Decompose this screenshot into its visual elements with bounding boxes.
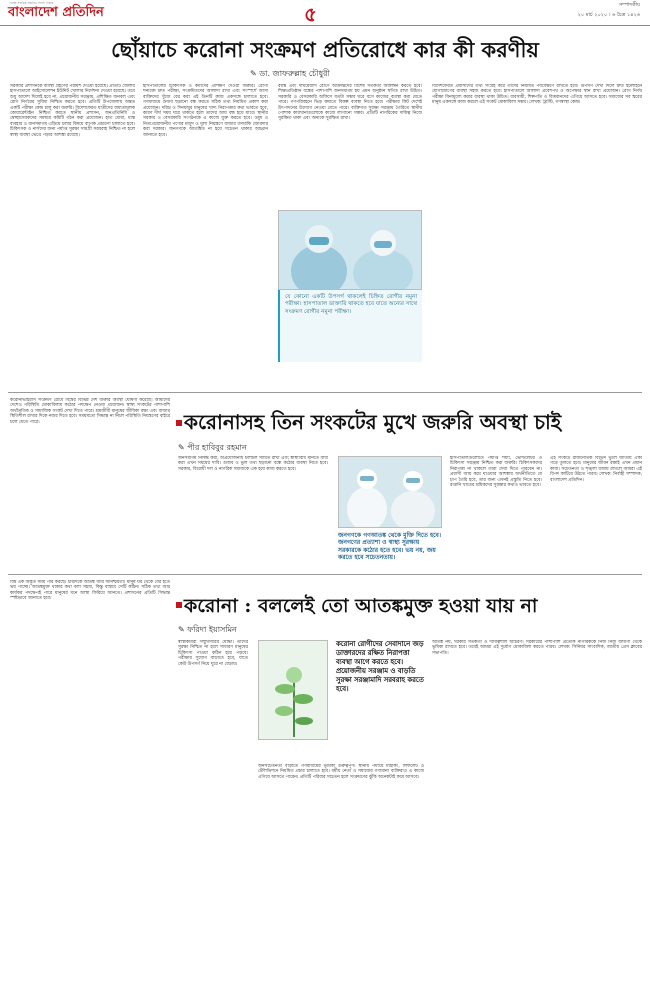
- article2-columns-a: [178, 456, 328, 568]
- masthead: [0, 0, 650, 26]
- article3-photo: [258, 640, 328, 740]
- article2-pullquote: জনগণকে গণআতঙ্ক থেকে মুক্তি দিতে হবে। জনগণের প্রত্যাশা ও স্বাস্থ্য সুরক্ষায় সরকারকে কঠোর হতে হবে। ভয় নয়, জয় করতে হবে সচেতনতায়।: [338, 532, 442, 562]
- article2-author: পীর হাবিবুর রহমান: [187, 443, 247, 452]
- article3-left-column: [10, 580, 170, 976]
- pen-icon: ✎: [178, 625, 188, 634]
- article3-header: [176, 590, 642, 620]
- article2-col1: করোনাভাইরাস সংক্রমণ রোধে বিশ্বের বিভিন্ন দেশ জরুরি অবস্থা ঘোষণা করেছে। আমাদের দেশেও পরিস্থিতি মোকাবিলায় কঠোর পদক্ষেপ নেওয়া প্রয়োজন। স্বাস্থ্য সংকটের পাশাপাশি অর্থনৈতিক ও সামাজিক সংকট দেখা দিতে পারে। শ্রমজীবী মানুষের জীবিকা রক্ষা এবং বাজার স্থিতিশীল রাখার দিকে নজর দিতে হবে। সময়মতো সিদ্ধান্ত না নিলে পরিস্থিতি নিয়ন্ত্রণের বাইরে চলে যেতে পারে।: [10, 398, 170, 425]
- article2-headline: করোনাসহ তিন সংকটের মুখে জরুরি অবস্থা চাই: [184, 410, 562, 434]
- article1-author: ডা. জাফরুল্লাহ চৌধুরী: [259, 69, 330, 78]
- article2-col4: এই সংকটে রাজনৈতিক বিভেদ ভুলে জাতীয় ঐক্য গড়ে তুলতে হবে। মানুষের জীবন রক্ষাই এখন প্রধান কাজ। সচেতনতা ও শৃঙ্খলা বজায় রাখলে আমরা এই বিপদ কাটিয়ে উঠতে পারব। লেখক: নির্বাহী সম্পাদক, বাংলাদেশ প্রতিদিন।: [550, 456, 642, 483]
- article2-header: [176, 403, 642, 439]
- issue-date: ২০ মার্চ ২০২০ । ৬ চৈত্র ১৪২৬: [577, 12, 640, 18]
- article3-author: ফরিদা ইয়াসমিন: [187, 625, 237, 634]
- article1-col2: হাসপাতালের চিকিৎসক ও কর্মীদের প্রশিক্ষণ দেওয়া জরুরি। রোগী শনাক্তে দ্রুত পরীক্ষা, সংক্রমিতদের আলাদা রাখা এবং সংস্পর্শে আসা ব্যক্তিদের খুঁজে বের করা এই তিনটি কাজ একসঙ্গে চালাতে হবে। গণমাধ্যমে গুজব ছড়ানো বন্ধ করতে সঠিক তথ্য নিয়মিত প্রকাশ করা প্রয়োজন। দরিদ্র ও দিনমজুর মানুষের খাদ্য নিরাপত্তার কথা ভাবতে হবে, কারণ দীর্ঘ সময় ঘরে থাকতে হলে তাদের আয় বন্ধ হয়ে যাবে। স্থানীয় সরকার ও বেসরকারি সংগঠনকে এ কাজে যুক্ত করতে হবে। ওষুধ ও নিত্যপ্রয়োজনীয় পণ্যের মজুদ ও মূল্য নিয়ন্ত্রণে বাজার তদারকি জোরদার করা দরকার। জনগণকে আতঙ্কিত না হয়ে সচেতন থাকার আহ্বান জানাতে হবে।: [143, 84, 268, 138]
- article3-headline: করোনা : বললেই তো আতঙ্কমুক্ত হওয়া যায় না: [184, 595, 538, 617]
- article2-photo: [338, 456, 442, 528]
- medical-staff-illustration: [279, 211, 422, 290]
- article1-col4: বিদেশফেরত প্রবাসীদের তথ্য সংগ্রহ করে তাদের নিয়মিত পর্যবেক্ষণে রাখতে হবে। উপসর্গ দেখা দিলে দ্রুত হটলাইনে যোগাযোগের ব্যবস্থা সহজ করতে হবে। হাসপাতালে আলাদা প্রবেশপথ ও অপেক্ষার স্থান রাখা প্রয়োজন। রোগ নির্ণয় পরীক্ষা বিনামূল্যে করার ব্যবস্থা থাকা উচিত। ব্যবসায়ী, শিল্পপতি ও বিত্তবানদের এগিয়ে আসতে হবে। সমাজের সব স্তরের মানুষ একসঙ্গে কাজ করলে এই সংকট মোকাবিলা সম্ভব। লেখক: ট্রাস্টি, গণস্বাস্থ্য কেন্দ্র।: [432, 84, 642, 106]
- article1-pullquote: যে কোনো একটি উপসর্গ থাকলেই চিহ্নিত রোগীর নমুনা পরীক্ষা। হাসপাতাল ডাক্তারি থাকতে হবে যাতে অন্যের সাথে সংক্রমণ রোগীর নমুনা পরীক্ষা।: [278, 290, 422, 362]
- article3-col4: আতঙ্ক নয়, দরকার সতর্কতা ও দায়িত্বশীল আচরণ। সরকারের পাশাপাশি প্রত্যেক নাগরিককে নিজ নিজ জায়গা থেকে ভূমিকা রাখতে হবে। তবেই আমরা এই দুর্যোগ মোকাবিলা করতে পারব। লেখক: সিনিয়র সাংবাদিক, জাতীয় প্রেস ক্লাবের সভাপতি।: [432, 640, 642, 656]
- article3-columns-b: [258, 764, 424, 976]
- article1-photo: [278, 210, 422, 290]
- article3-pullquote: করোনা রোগীদের সেবাদানে জড় ডাক্তারদের রক্ষিত নিরাপত্তা ব্যবস্থা আগে করতে হবে। প্রয়োজনীয় সরঞ্জাম ও বাড়তি সুরক্ষা সরঞ্জামাদি সরবরাহ করতে হবে।: [336, 640, 424, 693]
- article3-byline: [178, 624, 237, 637]
- section-name: সম্পাদকীয়: [618, 2, 640, 8]
- article3-columns-a: [178, 640, 248, 976]
- article2-columns-b: [450, 456, 642, 568]
- article1-col3-cont: [278, 364, 422, 388]
- accent-bar: [176, 420, 182, 426]
- page-number: ৫: [304, 2, 317, 26]
- article3-col1: বিশ্ব এক অদ্ভুত সময় পার করছে। চারদিকে আতঙ্ক আর অনিশ্চয়তা। মানুষ ঘর থেকে বের হতে ভয় পাচ্ছে। আতঙ্কমুক্ত থাকার কথা বলা সহজ, কিন্তু বাস্তবে সেটি কঠিন। সঠিক তথ্য আর কার্যকর পদক্ষেপই পারে মানুষের মনে আস্থা ফিরিয়ে আনতে। প্রশাসনের প্রতিটি সিদ্ধান্ত স্পষ্টভাবে জানাতে হবে।: [10, 580, 170, 602]
- article1-columns-mid-bottom: [278, 364, 422, 388]
- article2-col3: হাসপাতালগুলোতে পর্যাপ্ত শয্যা, ভেন্টিলেটর ও চিকিৎসা সরঞ্জাম নিশ্চিত করা জরুরি। চিকিৎসকদের নিরাপত্তা না থাকলে তারা সেবা দিতে পারবেন না। প্রবাসী আয় কমে যাওয়ার আশঙ্কায় অর্থনীতিতে যে চাপ তৈরি হবে, তার জন্য এখনই প্রস্তুতি নিতে হবে। রপ্তানি খাতের শ্রমিকদের সুরক্ষার কথাও ভাবতে হবে।: [450, 456, 542, 489]
- article1-columns-right: [432, 84, 642, 384]
- plant-illustration: [259, 641, 328, 740]
- pen-icon: ✎: [178, 443, 188, 452]
- article2-left-column: [10, 398, 170, 568]
- article2-byline: [178, 442, 247, 455]
- article1-columns-mid: [278, 84, 422, 208]
- article2-col2: জনসমাগম নিষিদ্ধ করা, অপ্রয়োজনীয় চলাচল সীমিত রাখা এবং স্বাস্থ্যবিধি মানতে বাধ্য করা এখন সময়ের দাবি। গুজব ও ভুল তথ্য ছড়ানো বন্ধে কঠোর ব্যবস্থা নিতে হবে। সরকার, বিরোধী দল ও নাগরিক সমাজকে এক হয়ে কাজ করতে হবে।: [178, 456, 328, 472]
- divider-1: [8, 392, 642, 393]
- article3-col2: স্বাস্থ্যকর্মীরা সম্মুখসারির যোদ্ধা। তাদের সুরক্ষা নিশ্চিত না হলে সাধারণ মানুষের চিকিৎসা পাওয়া কঠিন হয়ে পড়বে। পরীক্ষার সুযোগ বাড়াতে হবে, যাতে কেউ উপসর্গ নিয়ে ঘুরে না বেড়ায়।: [178, 640, 248, 667]
- protective-suits-illustration: [339, 457, 442, 528]
- divider-2: [8, 574, 642, 575]
- article1-col1: সরকারি প্রশাসনকে ব্যবস্থা গ্রহণের পরামর্শ দেওয়া হয়েছে। প্রতিটি জেলায় হাসপাতালে আইসোলেশন ইউনিট খোলার নির্দেশনা দেওয়া হয়েছে। তবে শুধু আদেশ দিলেই হবে না, প্রয়োজনীয় সরঞ্জাম, প্রশিক্ষিত জনবল এবং রোগ নির্ণয়ের সুবিধা নিশ্চিত করতে হবে। প্রতিটি উপজেলায় অন্তত একটি পরীক্ষা কেন্দ্র চালু করা জরুরি। বিদেশফেরত যাত্রীদের বাধ্যতামূলক কোয়ারেন্টাইন নিশ্চিত করতে স্থানীয় প্রশাসন, জনপ্রতিনিধি ও স্বেচ্ছাসেবকদের সমন্বয়ে কমিটি গঠন করা প্রয়োজন। হাত ধোয়া, মাস্ক ব্যবহার ও জনসমাগম এড়িয়ে চলার বিষয়ে ব্যাপক প্রচারণা চালাতে হবে। চিকিৎসক ও নার্সদের জন্য পর্যাপ্ত সুরক্ষা সামগ্রী সরবরাহ নিশ্চিত না হলে স্বাস্থ্য ব্যবস্থা ভেঙে পড়ার আশঙ্কা রয়েছে।: [10, 84, 135, 138]
- accent-bar: [176, 602, 182, 608]
- article3-col3: জনসচেতনতা বাড়াতে গণমাধ্যমের ভূমিকা গুরুত্বপূর্ণ। স্থানীয় পর্যায়ে মাইকিং, লিফলেট ও টেলিভিশনে নিয়মিত প্রচার চালাতে হবে। ধর্মীয় নেতা ও সমাজের গণ্যমান্য ব্যক্তিরাও এ কাজে এগিয়ে আসতে পারেন। প্রতিটি পরিবার সচেতন হলে সংক্রমণের ঝুঁকি অনেকটাই কমে আসবে।: [258, 764, 424, 780]
- article1-columns-left: [10, 84, 268, 384]
- article3-columns-c: [432, 640, 642, 976]
- newspaper-logo: বাংলাদেশ প্রতিদিন: [8, 5, 104, 20]
- article1-col3: বয়স্ক এবং দীর্ঘমেয়াদি রোগে আক্রান্তদের বিশেষ সতর্কতা অবলম্বন করতে হবে। শিক্ষাপ্রতিষ্ঠান বন্ধের পাশাপাশি জনসমাগম হয় এমন অনুষ্ঠান স্থগিত রাখা উচিত। সরকারি ও বেসরকারি অফিসে যতটা সম্ভব ঘরে বসে কাজের ব্যবস্থা করা যেতে পারে। গণপরিবহনে ভিড় কমাতে বিকল্প ব্যবস্থা নিতে হবে। পরীক্ষার কিট দেশেই উৎপাদনের উদ্যোগ নেওয়া যেতে পারে। ব্যক্তিগত সুরক্ষা সরঞ্জাম তৈরিতে স্থানীয় পোশাক কারখানাগুলোকে কাজে লাগানো সম্ভব। প্রতিটি নাগরিকের দায়িত্ব নিজে সুরক্ষিত থাকা এবং অন্যকে সুরক্ষিত রাখা।: [278, 84, 422, 122]
- brand-tagline: দেশের সর্বাধিক প্রচারিত বাংলা দৈনিক: [9, 1, 54, 5]
- article1-byline: [250, 68, 330, 81]
- article1-headline: ছোঁয়াচে করোনা সংক্রমণ প্রতিরোধে কার কী করণীয়: [111, 37, 539, 62]
- pen-icon: ✎: [250, 69, 260, 78]
